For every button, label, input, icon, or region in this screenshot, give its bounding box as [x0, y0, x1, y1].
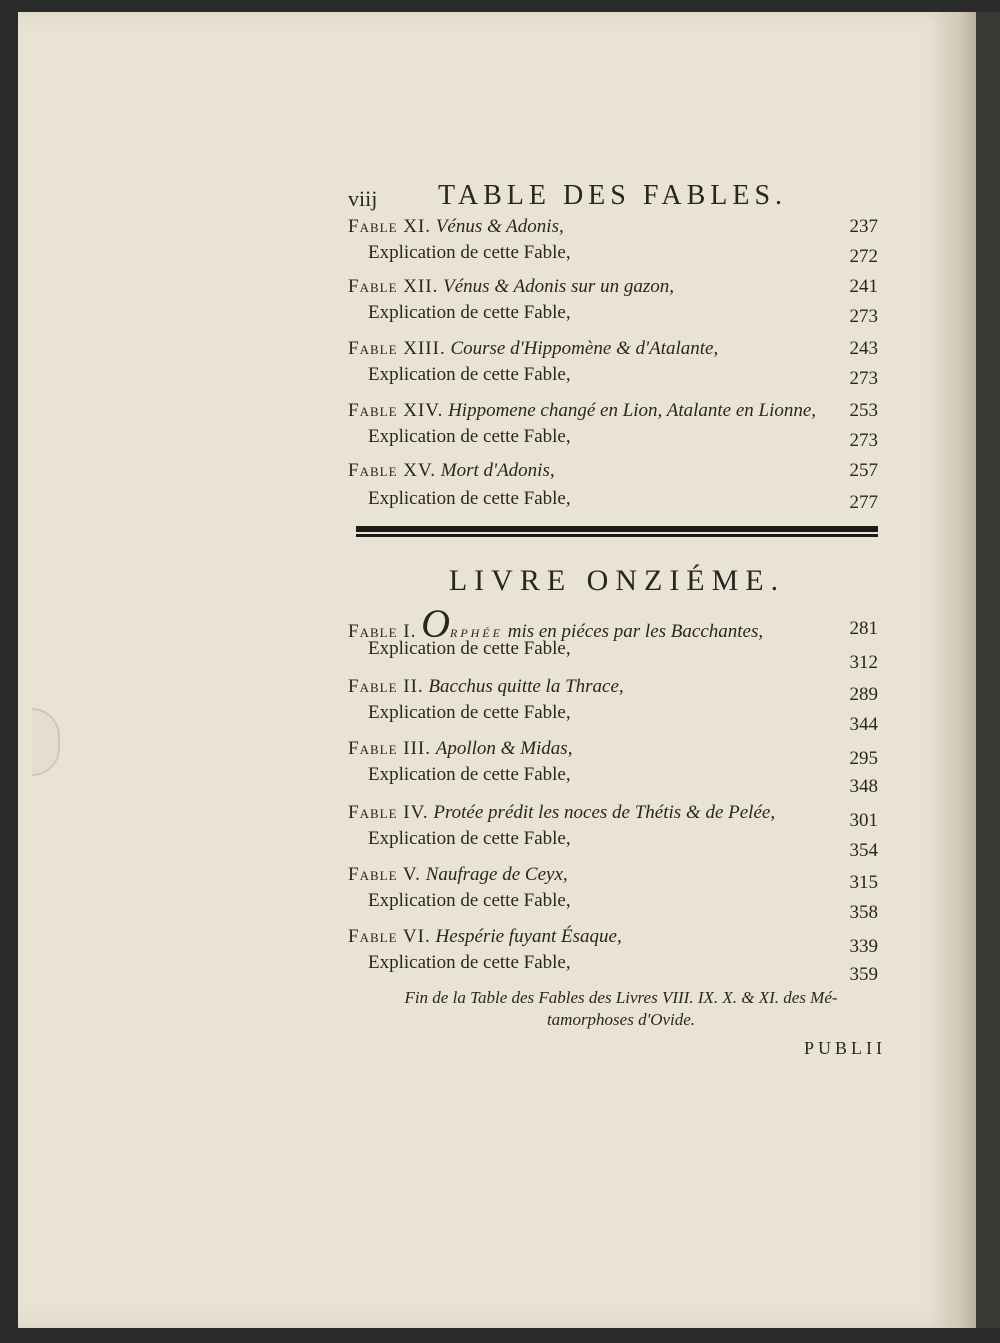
fable-number: Fable XIV.	[348, 400, 444, 421]
fable-title: Protée prédit les noces de Thétis & de Pelée,	[433, 802, 776, 823]
page-number: 348	[849, 776, 878, 797]
fable-title: mis en piéces par les Bacchantes,	[507, 621, 764, 642]
explication-label: Explication de cette Fable,	[368, 890, 571, 911]
explication-label: Explication de cette Fable,	[368, 638, 571, 659]
explication-label: Explication de cette Fable,	[368, 426, 571, 447]
page-number: 315	[849, 872, 878, 893]
fable-title: Vénus & Adonis,	[435, 216, 564, 237]
page-number: 354	[849, 840, 878, 861]
page-number: 273	[849, 368, 878, 389]
page-number: 241	[849, 276, 878, 297]
end-note-line: tamorphoses d'Ovide.	[546, 1010, 696, 1029]
page-number: 295	[849, 748, 878, 769]
fable-number: Fable VI.	[348, 926, 431, 947]
page-number: 237	[849, 216, 878, 237]
scan-background-edge	[976, 12, 1000, 1328]
fable-number: Fable I.	[348, 621, 417, 642]
explication-entry	[328, 702, 878, 735]
catchword: PUBLII	[804, 1038, 886, 1058]
explication-label: Explication de cette Fable,	[368, 952, 571, 973]
page-number: 272	[849, 246, 878, 267]
explication-entry	[328, 890, 878, 923]
page-number: 289	[849, 684, 878, 705]
explication-entry	[328, 426, 878, 456]
page-header	[348, 180, 888, 216]
drop-cap: O	[421, 601, 450, 646]
page-number: 301	[849, 810, 878, 831]
fable-title: Mort d'Adonis,	[440, 460, 555, 481]
page-number: 257	[849, 460, 878, 481]
page-number: 273	[849, 306, 878, 327]
book-page	[18, 12, 976, 1328]
explication-label: Explication de cette Fable,	[368, 828, 571, 849]
fable-title: Vénus & Adonis sur un gazon,	[443, 276, 674, 297]
fable-title: Hippomene changé en Lion, Atalante en Lionne,	[448, 400, 817, 421]
name-small-caps: RPHÉE	[449, 626, 503, 640]
binding-clip-mark	[32, 708, 60, 776]
fable-title: Bacchus quitte la Thrace,	[428, 676, 624, 697]
fable-number: Fable XI.	[348, 216, 432, 237]
explication-label: Explication de cette Fable,	[368, 702, 571, 723]
fable-number: Fable V.	[348, 864, 421, 885]
explication-entry	[328, 302, 878, 332]
page-number: 339	[849, 936, 878, 957]
fable-number: Fable XV.	[348, 460, 437, 481]
page-number: 281	[849, 618, 878, 639]
page-gutter-shadow	[932, 12, 976, 1328]
fable-title: Naufrage de Ceyx,	[425, 864, 568, 885]
fable-title: Hespérie fuyant Ésaque,	[435, 926, 622, 947]
fable-number: Fable XII.	[348, 276, 439, 297]
explication-entry	[328, 242, 878, 272]
fable-number: Fable III.	[348, 738, 431, 759]
page-number: 243	[849, 338, 878, 359]
book-heading: LIVRE ONZIÉME.	[448, 564, 786, 597]
fable-number: Fable XIII.	[348, 338, 446, 359]
explication-label: Explication de cette Fable,	[368, 242, 571, 263]
explication-entry	[328, 764, 878, 797]
page-number: 359	[849, 964, 878, 985]
explication-entry	[328, 488, 878, 518]
page-number: 273	[849, 430, 878, 451]
page-number: 344	[849, 714, 878, 735]
explication-entry	[328, 638, 878, 673]
page-number: 312	[849, 652, 878, 673]
page-number: 277	[849, 492, 878, 513]
explication-label: Explication de cette Fable,	[368, 488, 571, 509]
fable-entry	[328, 460, 878, 490]
running-title: TABLE DES FABLES.	[438, 180, 788, 211]
page-number: 253	[849, 400, 878, 421]
page-number: 358	[849, 902, 878, 923]
folio-number: viij	[348, 186, 378, 211]
fable-number: Fable II.	[348, 676, 424, 697]
fable-number: Fable IV.	[348, 802, 429, 823]
end-note-line: Fin de la Table des Fables des Livres VIII. IX. X. & XI. des Mé-	[404, 988, 838, 1007]
explication-label: Explication de cette Fable,	[368, 302, 571, 323]
explication-label: Explication de cette Fable,	[368, 364, 571, 385]
table-end-note	[358, 987, 884, 1031]
fable-title: Course d'Hippomène & d'Atalante,	[450, 338, 719, 359]
fable-title: Apollon & Midas,	[435, 738, 573, 759]
explication-entry	[328, 364, 878, 394]
explication-entry	[328, 828, 878, 861]
explication-entry	[328, 952, 878, 985]
fable-entry	[328, 600, 878, 646]
section-divider-rule	[356, 526, 878, 534]
explication-label: Explication de cette Fable,	[368, 764, 571, 785]
